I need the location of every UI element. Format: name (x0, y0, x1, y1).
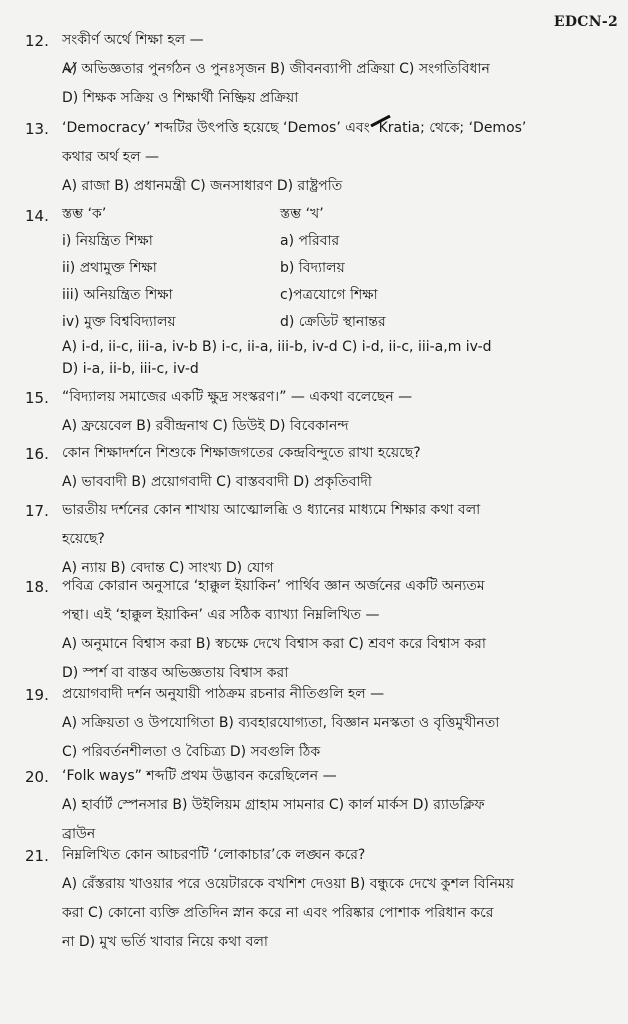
match-row (62, 228, 618, 255)
match-row (62, 309, 618, 336)
question-stem: পন্থা। এই ‘হাক্কুল ইয়াকিন’ এর সঠিক ব্যাখ্যা নিম্নলিখিত — (62, 607, 380, 623)
match-row (62, 255, 618, 282)
question-number: 21. (25, 847, 49, 865)
column-a-header: স্তম্ভ ‘ক’ (62, 206, 107, 222)
match-right: a) পরিবার (280, 233, 340, 249)
question-stem: সংকীর্ণ অর্থে শিক্ষা হল — (62, 32, 204, 48)
paper-code: EDCN-2 (553, 14, 618, 30)
question-stem: কোন শিক্ষাদর্শনে শিশুকে শিক্ষাজগতের কেন্দ্রবিন্দুতে রাখা হয়েছে? (62, 445, 421, 461)
question-stem: পবিত্র কোরান অনুসারে ‘হাক্কুল ইয়াকিন’ পার্থিব জ্ঞান অর্জনের একটি অন্যতম (62, 578, 485, 594)
match-left: iii) অনিয়ন্ত্রিত শিক্ষা (62, 287, 173, 303)
options-line: A) রাজা B) প্রধানমন্ত্রী C) জনসাধারণ D) রাষ্ট্রপতি (62, 178, 343, 194)
match-row (62, 282, 618, 309)
column-headers (62, 201, 618, 228)
question-number: 19. (25, 686, 49, 704)
question-number: 18. (25, 578, 49, 596)
match-left: i) নিয়ন্ত্রিত শিক্ষা (62, 233, 153, 249)
match-right: d) ক্রেডিট স্থানান্তর (280, 314, 386, 330)
options-line: A) ভাববাদী B) প্রয়োগবাদী C) বাস্তববাদী D) প্রকৃতিবাদী (62, 474, 372, 490)
options-line: D) i-a, ii-b, iii-c, iv-d (62, 361, 199, 377)
question-stem: ‘Democracy’ শব্দটির উৎপত্তি হয়েছে ‘Demos’ এবং ‘Kratia; থেকে; ‘Demos’ (62, 120, 527, 136)
tick-mark-icon (60, 61, 82, 73)
question-stem: কথার অর্থ হল — (62, 149, 159, 165)
question-stem: হয়েছে? (62, 531, 105, 547)
options-line: A) অভিজ্ঞতার পুনর্গঠন ও পুনঃসৃজন B) জীবনব্যাপী প্রক্রিয়া C) সংগতিবিধান (62, 61, 490, 77)
options-line: D) স্পর্শ বা বাস্তব অভিজ্ঞতায় বিশ্বাস করা (62, 665, 289, 681)
question-number: 13. (25, 120, 49, 138)
options-line: A) অনুমানে বিশ্বাস করা B) স্বচক্ষে দেখে বিশ্বাস করা C) শ্রবণ করে বিশ্বাস করা (62, 636, 486, 652)
question-stem: ভারতীয় দর্শনের কোন শাখায় আত্মোলব্ধি ও ধ্যানের মাধ্যমে শিক্ষার কথা বলা (62, 502, 481, 518)
question-number: 15. (25, 389, 49, 407)
options-line: ব্রাউন (62, 826, 96, 842)
question-number: 14. (25, 207, 49, 225)
options-line: করা C) কোনো ব্যক্তি প্রতিদিন স্নান করে না এবং পরিষ্কার পোশাক পরিধান করে (62, 905, 494, 921)
question-number: 12. (25, 32, 49, 50)
question-stem: “বিদ্যালয় সমাজের একটি ক্ষুদ্র সংস্করণ।” — একথা বলেছেন — (62, 389, 413, 405)
options-line: A) রেঁস্তরায় খাওয়ার পরে ওয়েটারকে বখশিশ দেওয়া B) বন্ধুকে দেখে কুশল বিনিময় (62, 876, 514, 892)
question-stem: ‘Folk ways” শব্দটি প্রথম উদ্ভাবন করেছিলেন — (62, 768, 337, 784)
question-number: 17. (25, 502, 49, 520)
options-line: A) হার্বার্ট স্পেনসার B) উইলিয়ম গ্রাহাম সামনার C) কার্ল মার্কস D) র‍্যাডক্লিফ (62, 797, 485, 813)
options-line: A) ন্যায় B) বেদান্ত C) সাংখ্য D) যোগ (62, 560, 274, 576)
question-number: 20. (25, 768, 49, 786)
options-line: A) ফ্রয়েবেল B) রবীন্দ্রনাথ C) ডিউই D) বিবেকানন্দ (62, 418, 349, 434)
options-line: A) i-d, ii-c, iii-a, iv-b B) i-c, ii-a, iii-b, iv-d C) i-d, ii-c, iii-a,m iv-d (62, 339, 492, 355)
options-line: C) পরিবর্তনশীলতা ও বৈচিত্র্য D) সবগুলি ঠিক (62, 744, 321, 760)
question-stem: নিম্নলিখিত কোন আচরণটি ‘লোকাচার’কে লঙ্ঘন করে? (62, 847, 366, 863)
column-b-header: স্তম্ভ ‘খ’ (280, 206, 324, 222)
match-right: b) বিদ্যালয় (280, 260, 345, 276)
options-line: না D) মুখ ভর্তি খাবার নিয়ে কথা বলা (62, 934, 268, 950)
options-line: D) শিক্ষক সক্রিয় ও শিক্ষার্থী নিষ্ক্রিয় প্রক্রিয়া (62, 90, 299, 106)
match-right: c)পত্রযোগে শিক্ষা (280, 287, 378, 303)
question-stem: প্রয়োগবাদী দর্শন অনুযায়ী পাঠক্রম রচনার নীতিগুলি হল — (62, 686, 385, 702)
match-left: ii) প্রথামুক্ত শিক্ষা (62, 260, 157, 276)
question-number: 16. (25, 445, 49, 463)
options-line: A) সক্রিয়তা ও উপযোগিতা B) ব্যবহারযোগ্যতা, বিজ্ঞান মনস্কতা ও বৃত্তিমুখীনতা (62, 715, 500, 731)
match-left: iv) মুক্ত বিশ্ববিদ্যালয় (62, 314, 176, 330)
